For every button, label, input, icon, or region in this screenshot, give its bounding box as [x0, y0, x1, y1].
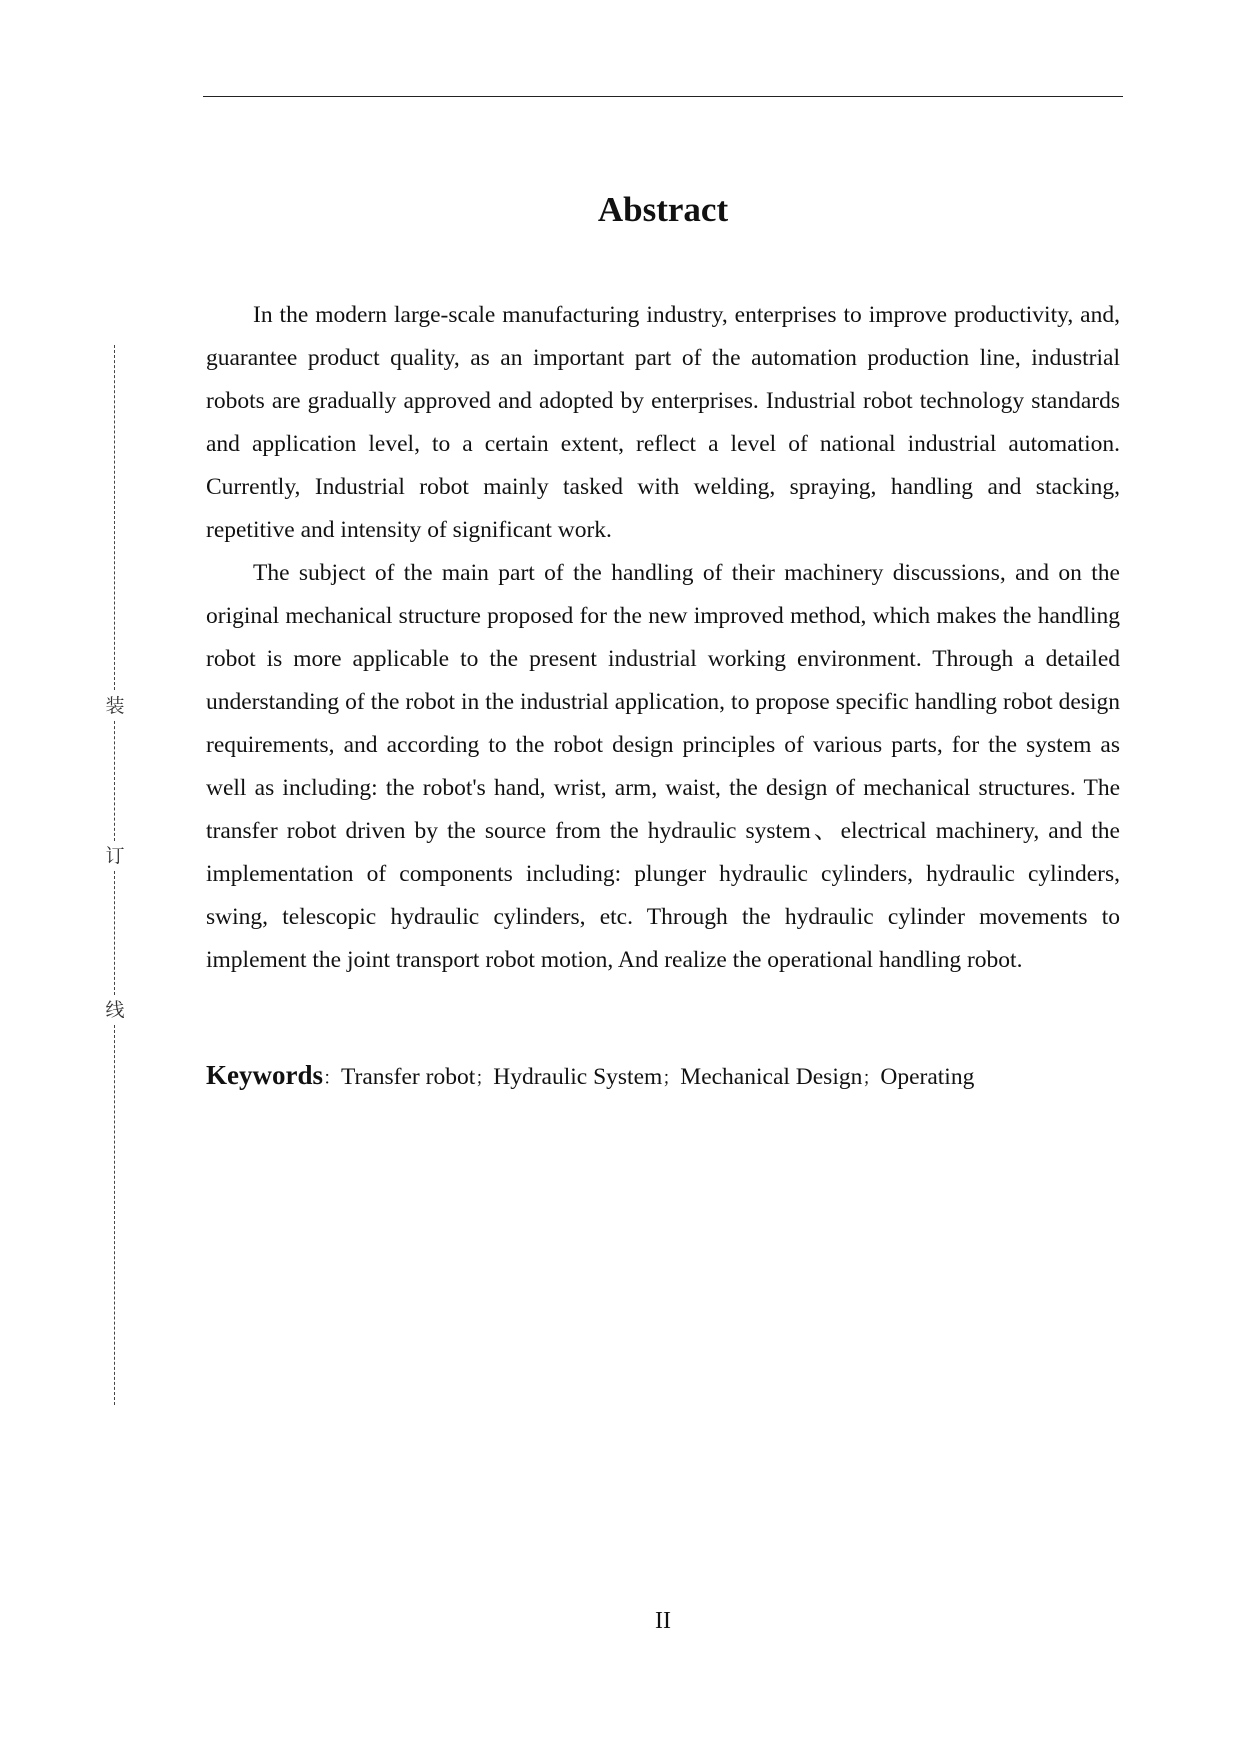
- binding-dashed-line: [114, 871, 115, 995]
- abstract-paragraph: The subject of the main part of the handling of their machinery discussions, and on the original mechanical structure proposed for the new improved method, which makes the handling robot is more applicable to the present industrial working environment. Through a detailed understanding of the robot in the industrial application, to propose specific handling robot design requirements, and according to the robot design principles of various parts, for the system as well as including: the robot's hand, wrist, arm, waist, the design of mechanical structures. The transfer robot driven by the source from the hydraulic system、electrical machinery, and the implementation of components including: plunger hydraulic cylinders, hydraulic cylinders, swing, telescopic hydraulic cylinders, etc. Through the hydraulic cylinder movements to implement the joint transport robot motion, And realize the operational handling robot.: [206, 560, 1120, 973]
- keyword-item: Transfer robot: [341, 1064, 476, 1090]
- abstract-body: [206, 294, 1120, 982]
- keywords-label: Keywords: [206, 1060, 323, 1090]
- keyword-item: Operating: [880, 1064, 975, 1090]
- header-rule: [203, 96, 1123, 97]
- keyword-joiner: ；: [862, 1068, 881, 1089]
- keywords-colon: ：: [323, 1068, 341, 1089]
- keyword-joiner: ；: [662, 1068, 681, 1089]
- keyword-joiner: ；: [475, 1068, 494, 1089]
- binding-dashed-line: [114, 721, 115, 841]
- page-number: II: [655, 1608, 671, 1634]
- binding-char-zhuang: 装: [105, 695, 125, 717]
- binding-dashed-line: [114, 1025, 115, 1405]
- binding-margin: [102, 345, 128, 1445]
- abstract-paragraph: In the modern large-scale manufacturing industry, enterprises to improve productivity, and, guarantee product quality, as an important part of the automation production line, industrial robots are gradually approved and adopted by enterprises. Industrial robot technology standards and application level, to a certain extent, reflect a level of national industrial automation. Currently, Industrial robot mainly tasked with welding, spraying, handling and stacking, repetitive and intensity of significant work.: [206, 302, 1120, 543]
- keyword-item: Mechanical Design: [680, 1064, 863, 1090]
- binding-char-ding: 订: [105, 845, 125, 867]
- keywords-line: [206, 1057, 1120, 1097]
- keyword-item: Hydraulic System: [493, 1064, 663, 1090]
- binding-dashed-line: [114, 345, 115, 690]
- binding-char-xian: 线: [105, 999, 125, 1021]
- page-title: Abstract: [597, 190, 729, 229]
